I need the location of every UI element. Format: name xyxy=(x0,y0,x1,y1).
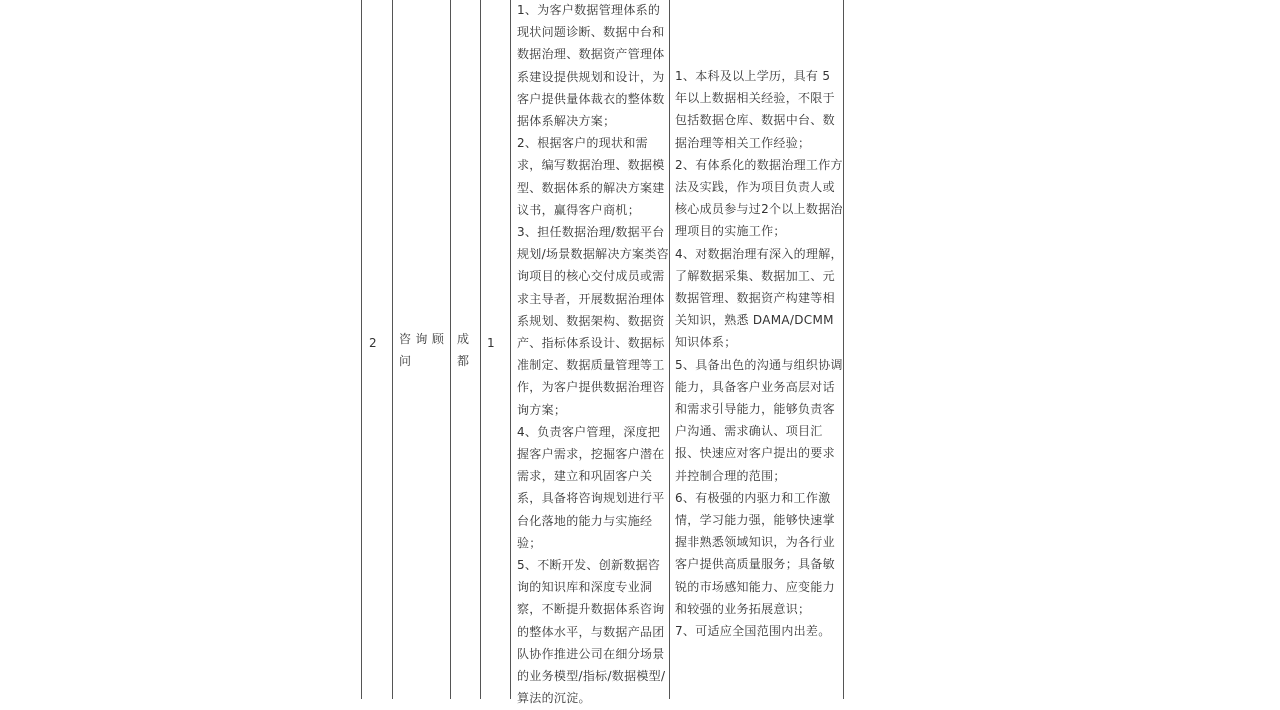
duties-text-line: 系建设提供规划和设计，为 xyxy=(517,69,665,84)
duties-text-line: 议书，赢得客户商机； xyxy=(517,202,641,217)
requirements-text-line: 和较强的业务拓展意识； xyxy=(675,601,811,616)
requirements-text-line: 数据管理、数据资产构建等相 xyxy=(675,291,835,306)
requirements-text-line: 情，学习能力强，能够快速掌 xyxy=(675,513,835,528)
cell-requirements xyxy=(669,0,843,699)
job-requirements xyxy=(675,65,843,642)
duties-text-line: 系，具备将咨询规划进行平 xyxy=(517,491,665,506)
requirements-text-line: 据治理等相关工作经验； xyxy=(675,135,811,150)
duties-text-line: 2、根据客户的现状和需 xyxy=(517,136,648,151)
position-title-line: 咨 询 顾 xyxy=(399,332,445,346)
job-duties xyxy=(517,0,669,710)
requirements-text-line: 并控制合理的范围； xyxy=(675,468,786,483)
duties-text-line: 系规划、数据架构、数据资 xyxy=(517,313,665,328)
duties-text-line: 需求，建立和巩固客户关 xyxy=(517,469,653,484)
work-city-line: 都 xyxy=(457,354,470,369)
requirements-text-line: 5、具备出色的沟通与组织协调 xyxy=(675,357,843,372)
headcount: 1 xyxy=(487,336,495,350)
duties-text-line: 验； xyxy=(517,535,542,550)
row-number: 2 xyxy=(369,336,377,350)
requirements-text-line: 理项目的实施工作； xyxy=(675,224,786,239)
requirements-text-line: 户沟通、需求确认、项目汇 xyxy=(675,424,823,439)
duties-text-line: 4、负责客户管理，深度把 xyxy=(517,424,661,439)
duties-text-line: 1、为客户数据管理体系的 xyxy=(517,3,661,17)
duties-text-line: 3、担任数据治理/数据平台 xyxy=(517,225,665,240)
position-title-line: 问 xyxy=(399,354,412,369)
cell-count xyxy=(480,0,510,699)
requirements-text-line: 和需求引导能力，能够负责客 xyxy=(675,402,835,417)
cell-number xyxy=(362,0,392,699)
duties-text-line: 规划/场景数据解决方案类咨 xyxy=(517,247,669,262)
duties-text-line: 客户提供量体裁衣的整体数 xyxy=(517,91,665,106)
requirements-text-line: 能力，具备客户业务高层对话 xyxy=(675,379,835,394)
duties-text-line: 握客户需求，挖掘客户潜在 xyxy=(517,447,665,462)
requirements-text-line: 了解数据采集、数据加工、元 xyxy=(675,268,835,283)
duties-text-line: 作，为客户提供数据治理咨 xyxy=(517,380,665,395)
duties-text-line: 现状问题诊断、数据中台和 xyxy=(517,25,665,40)
position-title xyxy=(393,328,450,372)
duties-text-line: 求主导者，开展数据治理体 xyxy=(517,291,665,306)
job-table-row xyxy=(361,0,844,706)
duties-text-line: 的整体水平，与数据产品团 xyxy=(517,624,665,639)
duties-text-line: 型、数据体系的解决方案建 xyxy=(517,180,665,195)
cell-city xyxy=(450,0,480,699)
requirements-text-line: 报、快速应对客户提出的要求 xyxy=(675,446,835,461)
requirements-text-line: 关知识，熟悉 DAMA/DCMM xyxy=(675,313,834,328)
duties-text-line: 数据治理、数据资产管理体 xyxy=(517,47,665,62)
duties-text-line: 的业务模型/指标/数据模型/ xyxy=(517,669,666,684)
requirements-text-line: 1、本科及以上学历，具有 5 xyxy=(675,69,831,83)
requirements-text-line: 核心成员参与过2个以上数据治 xyxy=(675,202,843,217)
duties-text-line: 询项目的核心交付成员或需 xyxy=(517,269,665,284)
requirements-text-line: 2、有体系化的数据治理工作方 xyxy=(675,157,843,172)
requirements-text-line: 客户提供高质量服务；具备敏 xyxy=(675,557,835,572)
duties-text-line: 询方案； xyxy=(517,402,567,417)
cell-position xyxy=(392,0,450,699)
duties-text-line: 台化落地的能力与实施经 xyxy=(517,513,653,528)
requirements-text-line: 年以上数据相关经验，不限于 xyxy=(675,91,835,106)
requirements-text-line: 7、可适应全国范围内出差。 xyxy=(675,624,831,639)
duties-text-line: 询的知识库和深度专业洞 xyxy=(517,580,653,595)
requirements-text-line: 法及实践，作为项目负责人或 xyxy=(675,180,835,195)
requirements-text-line: 4、对数据治理有深入的理解， xyxy=(675,246,843,261)
requirements-text-line: 包括数据仓库、数据中台、数 xyxy=(675,113,835,128)
duties-text-line: 产、指标体系设计、数据标 xyxy=(517,336,665,351)
duties-text-line: 算法的沉淀。 xyxy=(517,691,591,706)
duties-text-line: 准制定、数据质量管理等工 xyxy=(517,358,665,373)
duties-text-line: 察，不断提升数据体系咨询 xyxy=(517,602,665,617)
cell-duties xyxy=(510,0,669,706)
work-city xyxy=(451,328,480,372)
duties-text-line: 求，编写数据治理、数据模 xyxy=(517,158,665,173)
duties-text-line: 队协作推进公司在细分场景 xyxy=(517,646,665,661)
duties-text-line: 据体系解决方案； xyxy=(517,114,616,129)
requirements-text-line: 锐的市场感知能力、应变能力 xyxy=(675,579,835,594)
requirements-text-line: 握非熟悉领域知识，为各行业 xyxy=(675,535,835,550)
duties-text-line: 5、不断开发、创新数据咨 xyxy=(517,558,661,573)
requirements-text-line: 知识体系； xyxy=(675,335,737,350)
work-city-line: 成 xyxy=(457,332,470,346)
requirements-text-line: 6、有极强的内驱力和工作激 xyxy=(675,490,831,505)
